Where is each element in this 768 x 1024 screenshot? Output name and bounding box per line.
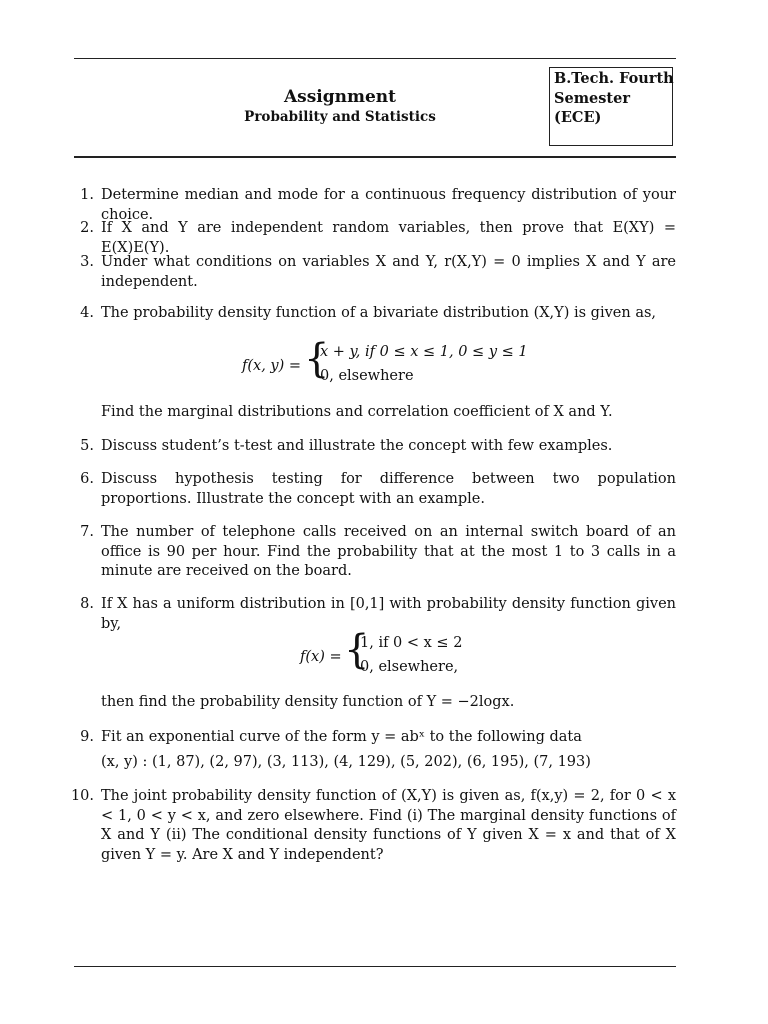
header-title-block [120,86,560,126]
question-6 [64,470,676,509]
formula-lhs: f(x, y) = [242,358,302,374]
question-number: 2. [80,220,94,236]
question-5 [64,437,676,457]
question-9 [64,728,676,748]
question-text: Under what conditions on variables X and Y, r(X,Y) = 0 implies X and Y are independent. [101,254,676,290]
question-number: 1. [80,187,94,203]
pdf-formula-uniform [300,627,500,682]
question-number: 6. [80,471,94,487]
question-text: Discuss student’s t-test and illustrate the concept with few examples. [101,438,613,454]
question-number: 9. [80,729,94,745]
question-9-data: (x, y) : (1, 87), (2, 97), (3, 113), (4, 129), (5, 202), (6, 195), (7, 193) [101,754,591,770]
question-8-followup: then find the probability density function of Y = −2logx. [101,694,515,710]
bottom-rule [74,966,676,967]
page-title: Assignment [283,87,397,107]
course-line-2: Semester [554,89,630,107]
question-text: Fit an exponential curve of the form y = abˣ to the following data [101,729,582,745]
left-brace: { [304,336,330,382]
question-number: 5. [80,438,94,454]
question-number: 7. [80,524,94,540]
question-8 [64,595,676,634]
question-4 [64,304,676,324]
formula-case-1: x + y, if 0 ≤ x ≤ 1, 0 ≤ y ≤ 1 [320,344,528,360]
question-number: 8. [80,596,94,612]
formula-case-1: 1, if 0 < x ≤ 2 [360,635,463,651]
page-subtitle: Probability and Statistics [244,109,436,125]
question-text: Determine median and mode for a continuous frequency distribution of your choice. [101,187,676,223]
question-number: 10. [70,788,94,804]
header-divider [74,156,676,158]
top-rule [74,58,676,59]
question-text: If X and Y are independent random variables, then prove that E(XY) = E(X)E(Y). [101,220,676,256]
formula-lhs: f(x) = [300,649,342,665]
course-line-3: (ECE) [554,109,602,126]
question-text: The joint probability density function of (X,Y) is given as, f(x,y) = 2, for 0 < x < 1, 0 < y < x, and zero elsewhere. Find (i) The marginal density functions of X and Y (ii) The conditional density functions of Y given X = x and that of X given Y = y. Are X and Y independent? [101,788,676,863]
question-10 [64,787,676,865]
course-info-box [549,67,673,146]
question-text: The number of telephone calls received on an internal switch board of an office is 90 per hour. Find the probability that at the most 1 to 3 calls in a minute are received on the board. [101,524,676,579]
pdf-formula-bivariate [242,336,542,391]
question-text: Discuss hypothesis testing for difference between two population proportions. Illustrate the concept with an example. [101,471,676,507]
question-number: 3. [80,254,94,270]
question-number: 4. [80,305,94,321]
formula-case-2: 0, elsewhere, [360,659,459,675]
course-line-1: B.Tech. Fourth [554,70,674,87]
question-4-followup: Find the marginal distributions and correlation coefficient of X and Y. [101,404,613,420]
question-7 [64,523,676,582]
question-text: The probability density function of a bivariate distribution (X,Y) is given as, [101,305,657,321]
question-3 [64,253,676,292]
question-text: If X has a uniform distribution in [0,1] with probability density function given by, [101,596,676,632]
left-brace: { [344,627,370,673]
formula-case-2: 0, elsewhere [320,368,414,384]
